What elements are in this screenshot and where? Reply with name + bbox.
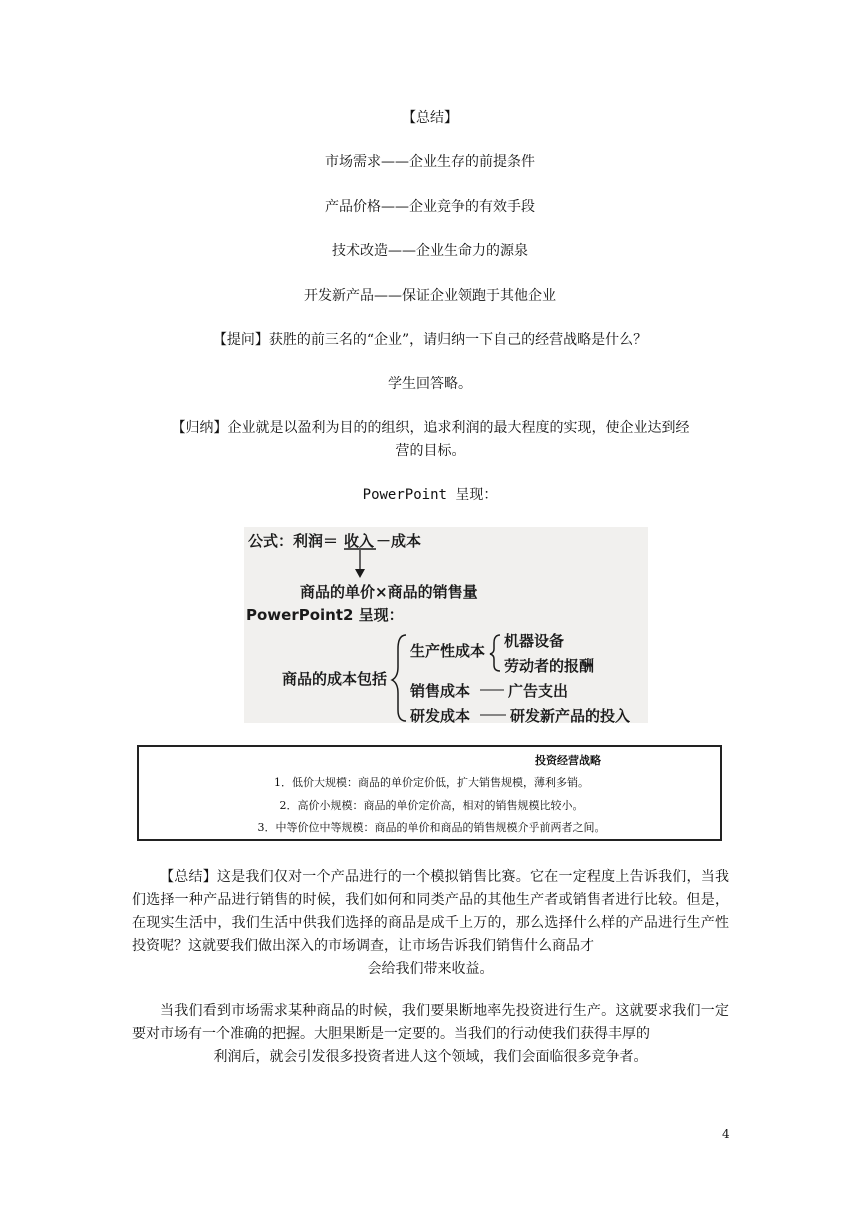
cost-label: 商品的成本包括 (282, 670, 388, 688)
sales-cost: 销售成本 (410, 682, 471, 700)
pp2-label: PowerPoint2 呈现： (246, 606, 404, 624)
powerpoint-label: PowerPoint 呈现： (362, 487, 498, 503)
formula-product: 商品的单价×商品的销售量 (300, 583, 478, 601)
formula-prefix: 公式：利润＝ (248, 532, 339, 550)
summary-title: 【总结】 (402, 110, 458, 126)
summary-line-2: 产品价格——企业竞争的有效手段 (325, 199, 535, 215)
strategy-box (137, 745, 722, 841)
closing-body: 当我们看到市场需求某种商品的时候，我们要果断地率先投资进行生产。这就要求我们一定要对市场有一个准确的把握。大胆果断是一定要的。当我们的行动使我们获得丰厚的 (132, 1003, 729, 1042)
production-cost: 生产性成本 (410, 642, 486, 660)
summary-line-3: 技术改造——企业生命力的源泉 (332, 243, 528, 259)
labor-pay: 劳动者的报酬 (504, 657, 595, 675)
student-answer: 学生回答略。 (388, 376, 472, 392)
strategy-item-2: 2．高价小规模：商品的单价定价高，相对的销售规模比较小。 (279, 799, 584, 812)
induction-main: 【归纳】企业就是以盈利为目的的组织，追求利润的最大程度的实现，使企业达到经 (171, 420, 690, 436)
formula-suffix: －成本 (376, 532, 422, 550)
summary2-paragraph (132, 866, 729, 981)
advertising: 广告支出 (508, 682, 569, 700)
machinery: 机器设备 (504, 632, 565, 650)
summary2-tail: 会给我们带来收益。 (367, 961, 494, 977)
closing-paragraph (132, 1000, 729, 1069)
rd-invest: 研发新产品的投入 (510, 707, 631, 725)
summary2-body: 【总结】这是我们仅对一个产品进行的一个模拟销售比赛。它在一定程度上告诉我们，当我们选择一种产品进行销售的时候，我们如何和同类产品的其他生产者或销售者进行比较。但是，在现实生活中，我们生活中供我们选择的商品是成千上万的，那么选择什么样的产品进行生产性投资呢？这就要我们做出深入的市场调查，让市场告诉我们销售什么商品才 (132, 869, 729, 954)
question-line: 【提问】获胜的前三名的“企业”，请归纳一下自己的经营战略是什么？ (212, 332, 648, 348)
formula-figure (244, 527, 648, 723)
rd-cost: 研发成本 (410, 707, 471, 725)
closing-tail: 利润后，就会引发很多投资者进人这个领域，我们会面临很多竞争者。 (213, 1049, 648, 1065)
induction-tail: 营的目标。 (395, 443, 466, 459)
summary-line-4: 开发新产品——保证企业领跑于其他企业 (304, 288, 556, 304)
formula-income: 收入 (344, 532, 375, 550)
summary-line-1: 市场需求——企业生存的前提条件 (325, 154, 535, 170)
page-number: 4 (722, 1127, 730, 1141)
strategy-item-3: 3．中等价位中等规模：商品的单价和商品的销售规模介乎前两者之间。 (257, 821, 606, 834)
strategy-item-1: 1．低价大规模：商品的单价定价低，扩大销售规模，薄利多销。 (274, 776, 589, 789)
strategy-title: 投资经营战略 (535, 754, 601, 767)
induction-paragraph (132, 417, 729, 463)
